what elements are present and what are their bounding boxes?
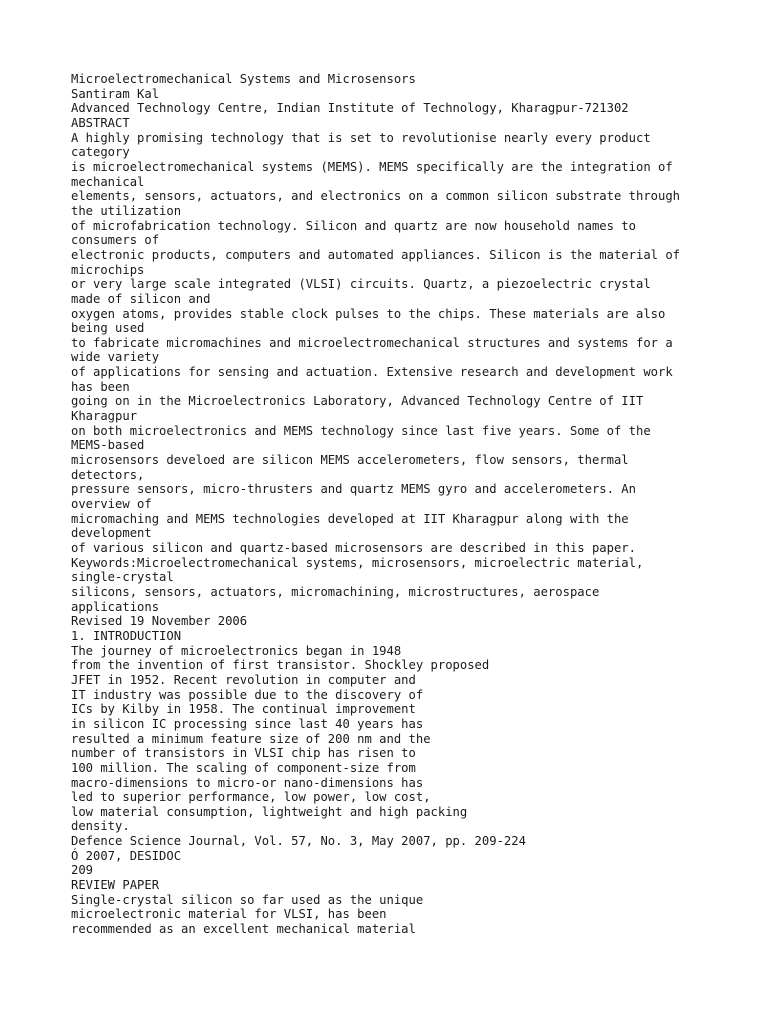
- abstract-line: pressure sensors, micro-thrusters and quartz MEMS gyro and accelerometers. An: [71, 482, 636, 497]
- document-text: [71, 72, 748, 937]
- abstract-line: microchips: [71, 262, 145, 277]
- keywords-line: silicons, sensors, actuators, micromachining, microstructures, aerospace: [71, 584, 600, 599]
- body-line: from the invention of first transistor. Shockley proposed: [71, 658, 490, 673]
- abstract-line: MEMS-based: [71, 438, 145, 453]
- abstract-line: of microfabrication technology. Silicon and quartz are now household names to: [71, 218, 636, 233]
- abstract-line: oxygen atoms, provides stable clock pulses to the chips. These materials are also: [71, 306, 666, 321]
- abstract-line: or very large scale integrated (VLSI) circuits. Quartz, a piezoelectric crystal: [71, 277, 651, 292]
- body-line: IT industry was possible due to the discovery of: [71, 687, 424, 702]
- body-line: led to superior performance, low power, low cost,: [71, 790, 431, 805]
- abstract-line: overview of: [71, 497, 152, 512]
- keywords-line: single-crystal: [71, 570, 174, 585]
- author-affiliation: Advanced Technology Centre, Indian Institute of Technology, Kharagpur-721302: [71, 101, 629, 116]
- body-line: density.: [71, 819, 130, 834]
- copyright-line: Ó 2007, DESIDOC: [71, 848, 182, 863]
- body-line: 100 million. The scaling of component-size from: [71, 760, 416, 775]
- abstract-line: of applications for sensing and actuation. Extensive research and development work: [71, 365, 673, 380]
- author-name: Santiram Kal: [71, 86, 160, 101]
- journal-citation: Defence Science Journal, Vol. 57, No. 3, May 2007, pp. 209-224: [71, 834, 526, 849]
- abstract-line: on both microelectronics and MEMS technology since last five years. Some of the: [71, 423, 651, 438]
- abstract-line: elements, sensors, actuators, and electronics on a common silicon substrate through: [71, 189, 681, 204]
- abstract-line: to fabricate micromachines and microelectromechanical structures and systems for a: [71, 335, 673, 350]
- revision-date: Revised 19 November 2006: [71, 614, 248, 629]
- body-line: in silicon IC processing since last 40 years has: [71, 716, 424, 731]
- body-line: recommended as an excellent mechanical material: [71, 922, 416, 937]
- paper-title: Microelectromechanical Systems and Microsensors: [71, 72, 416, 86]
- abstract-line: of various silicon and quartz-based microsensors are described in this paper.: [71, 541, 636, 555]
- abstract-line: Kharagpur: [71, 409, 138, 424]
- abstract-line: going on in the Microelectronics Laboratory, Advanced Technology Centre of IIT: [71, 394, 644, 409]
- abstract-line: the utilization: [71, 203, 182, 218]
- keywords-line: Keywords:Microelectromechanical systems, microsensors, microelectric material,: [71, 555, 644, 570]
- body-line: resulted a minimum feature size of 200 nm and the: [71, 731, 431, 746]
- abstract-line: being used: [71, 321, 145, 336]
- section-heading: 1. INTRODUCTION: [71, 628, 182, 643]
- body-line: The journey of microelectronics began in 1948: [71, 643, 402, 658]
- body-line: microelectronic material for VLSI, has been: [71, 907, 387, 922]
- abstract-line: wide variety: [71, 350, 160, 365]
- abstract-line: consumers of: [71, 233, 160, 248]
- keywords-line: applications: [71, 599, 160, 614]
- body-line: Single-crystal silicon so far used as the unique: [71, 892, 424, 907]
- body-line: low material consumption, lightweight and high packing: [71, 804, 468, 819]
- body-line: macro-dimensions to micro-or nano-dimensions has: [71, 775, 424, 790]
- page-number: 209: [71, 863, 94, 878]
- body-line: number of transistors in VLSI chip has risen to: [71, 746, 416, 761]
- abstract-line: detectors,: [71, 467, 145, 482]
- abstract-heading: ABSTRACT: [71, 115, 130, 130]
- abstract-line: has been: [71, 379, 130, 394]
- abstract-line: micromaching and MEMS technologies developed at IIT Kharagpur along with the: [71, 511, 629, 526]
- abstract-line: electronic products, computers and automated appliances. Silicon is the material of: [71, 247, 681, 262]
- abstract-line: made of silicon and: [71, 291, 211, 306]
- body-line: JFET in 1952. Recent revolution in computer and: [71, 672, 416, 687]
- paper-type-label: REVIEW PAPER: [71, 878, 160, 893]
- abstract-line: category: [71, 145, 130, 160]
- abstract-line: development: [71, 526, 152, 541]
- abstract-line: A highly promising technology that is set to revolutionise nearly every product: [71, 130, 651, 145]
- body-line: ICs by Kilby in 1958. The continual improvement: [71, 702, 416, 717]
- abstract-line: microsensors develoed are silicon MEMS accelerometers, flow sensors, thermal: [71, 453, 629, 468]
- abstract-line: is microelectromechanical systems (MEMS). MEMS specifically are the integration of: [71, 159, 673, 174]
- abstract-line: mechanical: [71, 174, 145, 189]
